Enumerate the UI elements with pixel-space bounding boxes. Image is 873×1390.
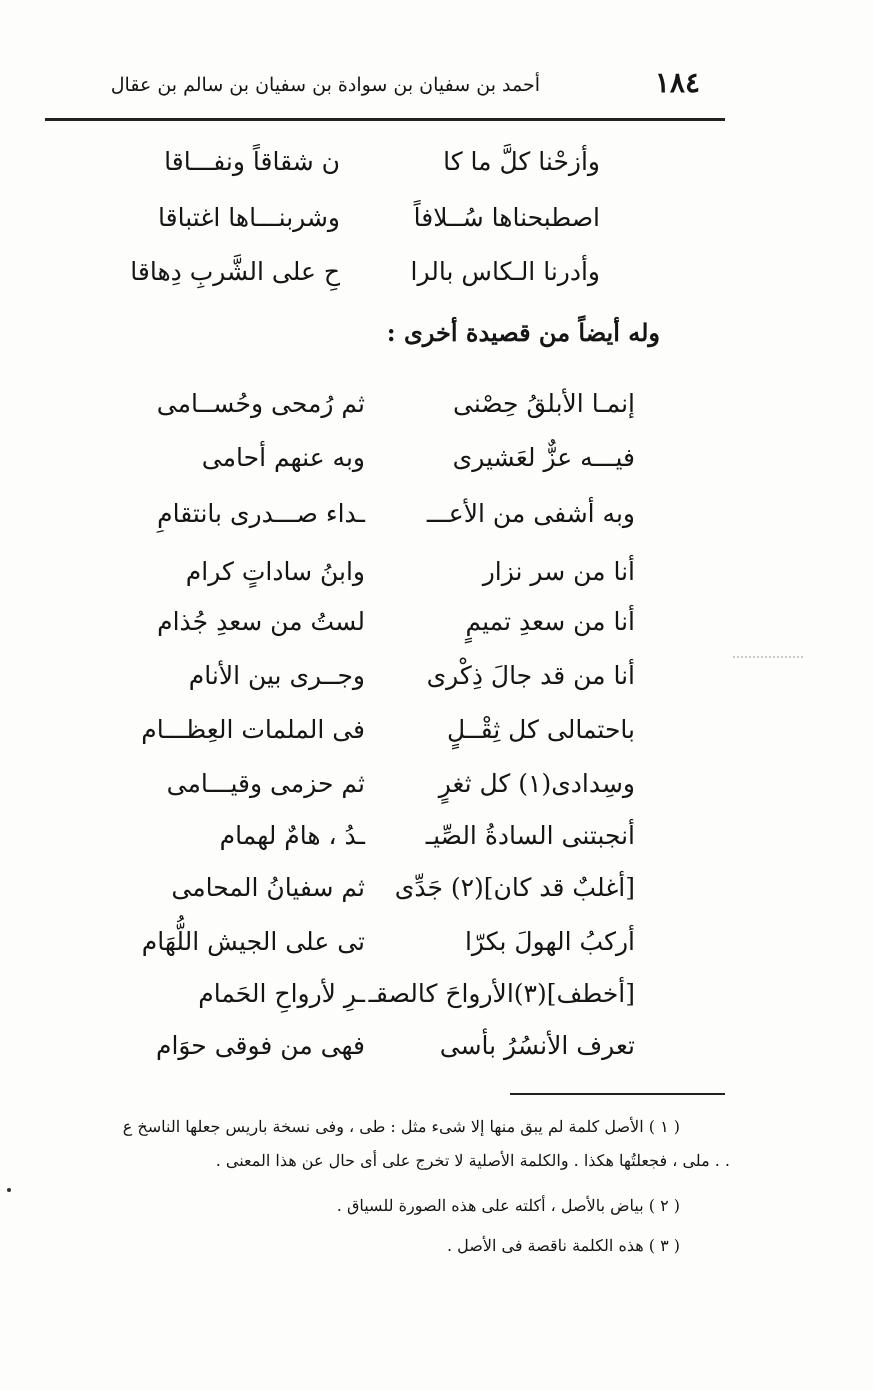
- verse-line: [130, 922, 635, 962]
- verse-line: [130, 252, 600, 292]
- verse-first-hemistich: وسِدادى(١) كل ثغرٍ: [438, 769, 635, 798]
- verse-second-hemistich: وجــرى بين الأنام: [188, 661, 365, 690]
- verse-second-hemistich: ن شقاقاً ونفـــاقا: [164, 147, 340, 176]
- footnote-rule: [510, 1093, 725, 1095]
- verse-first-hemistich: [أغلبٌ قد كان](٢) جَدِّى: [394, 873, 635, 902]
- verse-first-hemistich: وبه أشفى من الأعـــ: [426, 499, 635, 528]
- verse-second-hemistich: ـداء صـــدرى بانتقامِ: [157, 499, 365, 528]
- verse-line: [130, 494, 635, 534]
- verse-line: [130, 816, 635, 856]
- verse-second-hemistich: ثم سفيانُ المحامى: [171, 873, 365, 902]
- verse-first-hemistich: وأزحْنا كلَّ ما كا: [443, 147, 600, 176]
- verse-second-hemistich: ثم رُمحى وحُســامى: [156, 389, 365, 418]
- verse-second-hemistich: وابنُ ساداتٍ كرام: [185, 557, 365, 586]
- verse-second-hemistich: ثم حزمى وقيـــامى: [166, 769, 365, 798]
- verse-line: [130, 974, 635, 1014]
- verse-line: [130, 1026, 635, 1066]
- verse-line: [130, 710, 635, 750]
- verse-second-hemistich: وشربنـــاها اغتباقا: [158, 203, 340, 232]
- verse-line: [130, 438, 635, 478]
- verse-first-hemistich: إنمـا الأبلقُ حِصْنى: [453, 389, 635, 418]
- verse-first-hemistich: وأدرنا الـكاس بالرا: [410, 257, 600, 286]
- verse-first-hemistich: أنا من سر نزار: [482, 557, 635, 586]
- verse-second-hemistich: فى الملمات العِظـــام: [141, 715, 365, 744]
- verse-second-hemistich: لستُ من سعدِ جُذام: [157, 607, 365, 636]
- verse-second-hemistich: فهى من فوقى حوَام: [155, 1031, 365, 1060]
- footnote-1: ( ١ ) الأصل كلمة لم يبق منها إلا شىء مثل : طى ، وفى نسخة باريس جعلها الناسخ ع: [122, 1117, 680, 1136]
- footnote-2: ( ٢ ) بياض بالأصل ، أكلته على هذه الصورة للسياق .: [336, 1196, 680, 1215]
- verse-first-hemistich: أنجبتنى السادةُ الصِّيـ: [425, 821, 635, 850]
- verse-line: [130, 868, 635, 908]
- header-rule: [45, 118, 725, 121]
- verse-first-hemistich: أنا من قد جالَ ذِكْرى: [426, 661, 635, 690]
- footnote-1-continued: . . ملى ، فجعلتُها هكذا . والكلمة الأصلية لا تخرج على أى حال عن هذا المعنى .: [215, 1151, 730, 1170]
- verse-line: [130, 602, 635, 642]
- verse-first-hemistich: اصطبحناها سُــلافاً: [413, 203, 600, 232]
- verse-line: [130, 384, 635, 424]
- verse-line: [130, 764, 635, 804]
- footnote-3: ( ٣ ) هذه الكلمة ناقصة فى الأصل .: [446, 1236, 680, 1255]
- scan-speck-dots: [733, 656, 803, 662]
- verse-line: [130, 552, 635, 592]
- verse-second-hemistich: ـرِ لأرواحِ الحَمام: [198, 979, 365, 1008]
- verse-first-hemistich: [أخطف](٣)الأرواحَ كالصقـ: [368, 979, 635, 1008]
- verse-line: [130, 656, 635, 696]
- intro-line: وله أيضاً من قصيدة أخرى :: [386, 318, 660, 347]
- verse-first-hemistich: باحتمالى كل ثِقْــلٍ: [446, 715, 635, 744]
- verse-second-hemistich: حِ على الشَّربِ دِهاقا: [130, 257, 340, 286]
- verse-first-hemistich: أنا من سعدِ تميمٍ: [465, 607, 635, 636]
- verse-line: [150, 142, 600, 182]
- verse-second-hemistich: ـدُ ، هامٌ لهمام: [219, 821, 365, 850]
- running-head: أحمد بن سفيان بن سوادة بن سفيان بن سالم بن عقال: [110, 74, 540, 96]
- verse-first-hemistich: أركبُ الهولَ بكرّا: [464, 927, 635, 956]
- verse-second-hemistich: تى على الجيش اللُّهَام: [141, 927, 365, 956]
- page-number: ١٨٤: [654, 66, 700, 99]
- scan-speck: [7, 1188, 11, 1192]
- verse-first-hemistich: فيـــه عزٌّ لعَشيرى: [452, 443, 635, 472]
- verse-first-hemistich: تعرف الأنسُرُ بأسى: [439, 1031, 635, 1060]
- verse-second-hemistich: وبه عنهم أحامى: [201, 443, 365, 472]
- verse-line: [150, 198, 600, 238]
